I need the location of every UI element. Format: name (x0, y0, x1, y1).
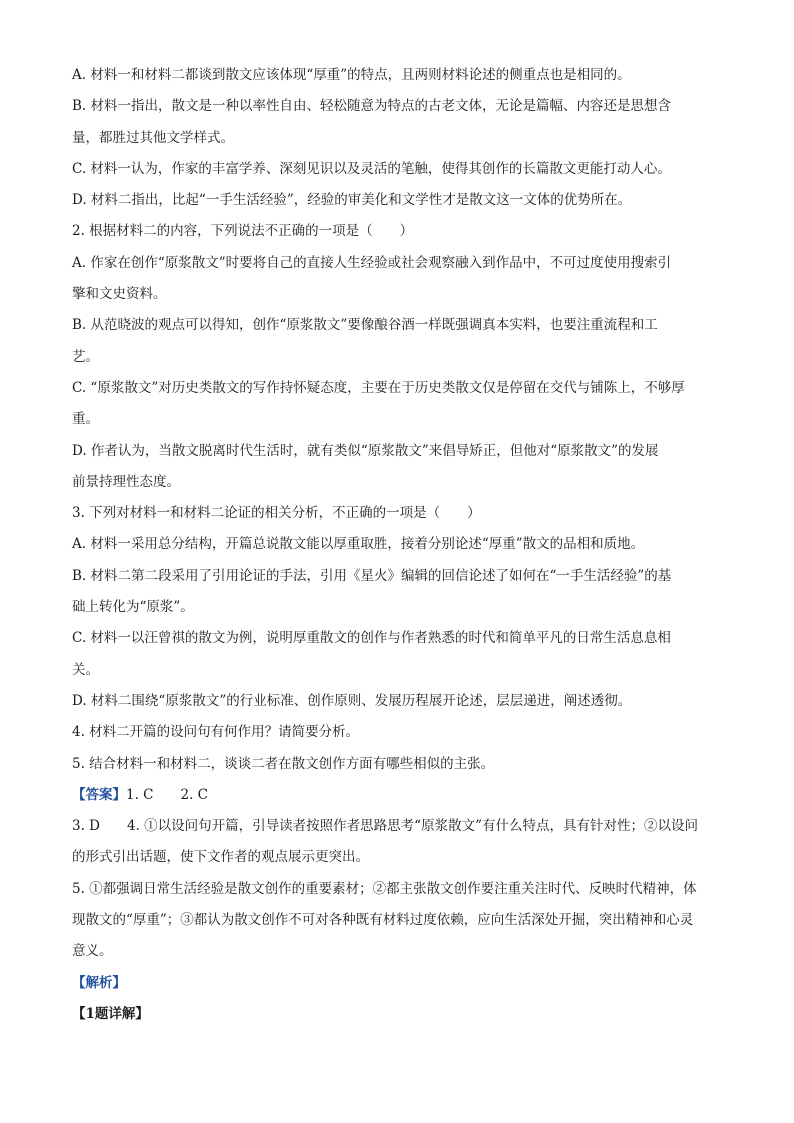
answer-line-4: 5. ①都强调日常生活经验是散文创作的重要素材；②都主张散文创作要注重关注时代、反映时代精神，体 (72, 880, 697, 897)
option-2a-line2: 擎和文史资料。 (72, 286, 167, 303)
option-2c-line2: 重。 (72, 411, 99, 428)
option-1b-line1: B. 材料一指出，散文是一种以率性自由、轻松随意为特点的古老文体，无论是篇幅、内容还是思想含 (72, 98, 672, 115)
option-3a: A. 材料一采用总分结构，开篇总说散文能以厚重取胜，接着分别论述“厚重”散文的品相和质地。 (72, 536, 645, 553)
question-4: 4. 材料二开篇的设问句有何作用？请简要分析。 (72, 724, 360, 741)
answer-line-5: 现散文的“厚重”；③都认为散文创作不可对各种既有材料过度依赖，应向生活深处开掘，突出精神和心灵 (72, 912, 694, 929)
option-1d: D. 材料二指出，比起“一手生活经验”，经验的审美化和文学性才是散文这一文体的优势所在。 (72, 192, 632, 209)
analysis-label: 【解析】 (72, 974, 126, 991)
option-1b-line2: 量，都胜过其他文学样式。 (72, 129, 234, 146)
answer-line-2: 3. D 4. ①以设问句开篇，引导读者按照作者思路思考“原浆散文”有什么特点，具有针对性；②以设问 (72, 818, 698, 835)
option-2d-line2: 前景持理性态度。 (72, 473, 180, 490)
question-5: 5. 结合材料一和材料二，谈谈二者在散文创作方面有哪些相似的主张。 (72, 755, 495, 772)
question-2: 2. 根据材料二的内容，下列说法不正确的一项是（ ） (72, 223, 414, 240)
option-3b-line1: B. 材料二第二段采用了引用论证的手法，引用《星火》编辑的回信论述了如何在“一手生活经验”的基 (72, 567, 672, 584)
answer-line-3: 的形式引出话题，使下文作者的观点展示更突出。 (72, 849, 369, 866)
option-1a: A. 材料一和材料二都谈到散文应该体现“厚重”的特点，且两则材料论述的侧重点也是相同的。 (72, 67, 631, 83)
option-2a-line1: A. 作家在创作“原浆散文”时要将自己的直接人生经验或社会观察融入到作品中，不可过度使用搜索引 (72, 254, 672, 271)
option-2b-line2: 艺。 (72, 348, 99, 365)
option-3b-line2: 础上转化为“原浆”。 (72, 599, 194, 616)
answer-label: 【答案】 (72, 786, 126, 803)
option-1c: C. 材料一认为，作家的丰富学养、深刻见识以及灵活的笔触，使得其创作的长篇散文更能打动人心。 (72, 160, 671, 177)
option-2b-line1: B. 从范晓波的观点可以得知，创作“原浆散文”要像酿谷酒一样既强调真本实料，也要注重流程和工 (72, 317, 658, 334)
answer-line-1 (72, 780, 722, 811)
option-3d: D. 材料二围绕“原浆散文”的行业标准、创作原则、发展历程展开论述，层层递进，阐述透彻。 (72, 692, 632, 709)
option-3c-line1: C. 材料一以汪曾祺的散文为例，说明厚重散文的创作与作者熟悉的时代和简单平凡的日常生活息息相 (72, 630, 671, 647)
answer-first: 1. C 2. C (126, 786, 209, 803)
option-2c-line1: C. “原浆散文”对历史类散文的写作持怀疑态度，主要在于历史类散文仅是停留在交代与铺陈上，不够厚 (72, 379, 685, 396)
question-3: 3. 下列对材料一和材料二论证的相关分析，不正确的一项是（ ） (72, 505, 481, 522)
detail-label: 【1题详解】 (72, 1005, 149, 1022)
document-page (72, 60, 722, 1030)
answer-line-6: 意义。 (72, 943, 113, 960)
option-2d-line1: D. 作者认为，当散文脱离时代生活时，就有类似“原浆散文”来倡导矫正，但他对“原浆散文”的发展 (72, 442, 659, 459)
option-3c-line2: 关。 (72, 661, 99, 678)
